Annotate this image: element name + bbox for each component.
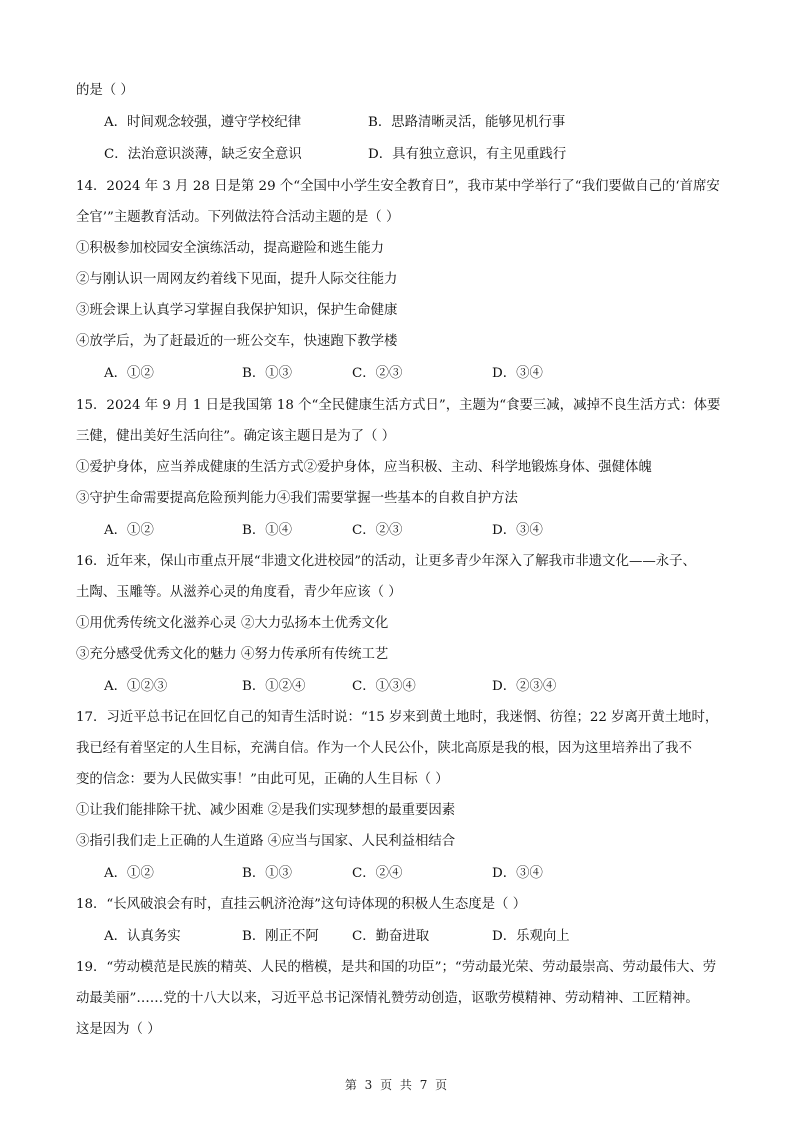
q14-item-3: ③班会课上认真学习掌握自我保护知识，保护生命健康 [76, 303, 398, 318]
q15-option-d: D．③④ [492, 523, 543, 538]
q18-stem: 18．“长风破浪会有时，直挂云帆济沧海”这句诗体现的积极人生态度是（ ） [76, 897, 527, 912]
q16-item-row-1: ①用优秀传统文化滋养心灵 ②大力弘扬本土优秀文化 [76, 616, 389, 631]
q15-option-a: A．①② [104, 523, 154, 538]
q14-stem-line2: 全官’”主题教育活动。下列做法符合活动主题的是（ ） [76, 210, 400, 225]
q14-stem-line1: 14．2024 年 3 月 28 日是第 29 个“全国中小学生安全教育日”，我市某中学举行了“我们要做自己的‘首席安 [76, 179, 720, 194]
q13-option-d: D．具有独立意识，有主见重践行 [368, 147, 567, 162]
q13-stem-tail: 的是（ ） [76, 83, 134, 98]
q16-stem-line2: 土陶、玉雕等。从滋养心灵的角度看，青少年应该（ ） [76, 585, 402, 600]
q14-option-a: A．①② [104, 366, 154, 381]
q16-item-row-2: ③充分感受优秀文化的魅力 ④努力传承所有传统工艺 [76, 647, 389, 662]
q13-option-a: A．时间观念较强，遵守学校纪律 [104, 115, 302, 130]
q17-item-row-1: ①让我们能排除干扰、减少困难 ②是我们实现梦想的最重要因素 [76, 803, 456, 818]
q15-option-c: C．②③ [352, 523, 403, 538]
q15-option-b: B．①④ [242, 523, 293, 538]
q18-option-b: B．刚正不阿 [242, 929, 319, 944]
q14-option-b: B．①③ [242, 366, 293, 381]
q14-option-d: D．③④ [492, 366, 543, 381]
q15-item-1: ①爱护身体，应当养成健康的生活方式②爱护身体，应当积极、主动、科学地锻炼身体、强健体魄 [76, 460, 652, 475]
q17-option-b: B．①③ [242, 866, 293, 881]
q17-stem-line3: 变的信念：要为人民做实事！”由此可见，正确的人生目标（ ） [76, 772, 449, 787]
q15-stem-line2: 三健，健出美好生活向往”。确定该主题日是为了（ ） [76, 429, 396, 444]
q19-stem-line2: 动最美丽”……党的十八大以来，习近平总书记深情礼赞劳动创造，讴歌劳模精神、劳动精神、工匠精神。 [76, 991, 699, 1006]
q15-item-2: ③守护生命需要提高危险预判能力④我们需要掌握一些基本的自救自护方法 [76, 491, 518, 506]
q18-option-a: A．认真务实 [104, 929, 181, 944]
q17-item-row-2: ③指引我们走上正确的人生道路 ④应当与国家、人民利益相结合 [76, 834, 456, 849]
q13-option-b: B．思路清晰灵活，能够见机行事 [368, 115, 566, 130]
q17-option-a: A．①② [104, 866, 154, 881]
q18-option-d: D．乐观向上 [492, 929, 570, 944]
page-number-footer: 第 3 页 共 7 页 [344, 1078, 450, 1092]
q15-stem-line1: 15．2024 年 9 月 1 日是我国第 18 个“全民健康生活方式日”，主题为“食要三减，减掉不良生活方式：体要 [76, 398, 721, 413]
q14-option-c: C．②③ [352, 366, 403, 381]
q14-item-2: ②与刚认识一周网友约着线下见面，提升人际交往能力 [76, 272, 398, 287]
q14-item-4: ④放学后，为了赶最近的一班公交车，快速跑下教学楼 [76, 334, 398, 349]
q19-stem-line3: 这是因为（ ） [76, 1022, 161, 1037]
q16-option-d: D．②③④ [492, 679, 557, 694]
q14-item-1: ①积极参加校园安全演练活动，提高避险和逃生能力 [76, 241, 384, 256]
q16-option-c: C．①③④ [352, 679, 416, 694]
q13-option-c: C．法治意识淡薄，缺乏安全意识 [104, 147, 302, 162]
q19-stem-line1: 19．“劳动模范是民族的精英、人民的楷模，是共和国的功臣”；“劳动最光荣、劳动最崇高、劳动最伟大、劳 [76, 960, 717, 975]
q16-option-b: B．①②④ [242, 679, 306, 694]
q17-option-d: D．③④ [492, 866, 543, 881]
q17-stem-line1: 17．习近平总书记在回忆自己的知青生活时说：“15 岁来到黄土地时，我迷惘、彷徨；22 岁离开黄土地时， [76, 710, 719, 725]
q16-stem-line1: 16．近年来，保山市重点开展“非遗文化进校园”的活动，让更多青少年深入了解我市非遗文化——永子、 [76, 554, 696, 569]
q16-option-a: A．①②③ [104, 679, 168, 694]
q18-option-c: C．勤奋进取 [352, 929, 430, 944]
q17-option-c: C．②④ [352, 866, 403, 881]
q17-stem-line2: 我已经有着坚定的人生目标，充满自信。作为一个人民公仆，陕北高原是我的根，因为这里培养出了我不 [76, 741, 692, 756]
